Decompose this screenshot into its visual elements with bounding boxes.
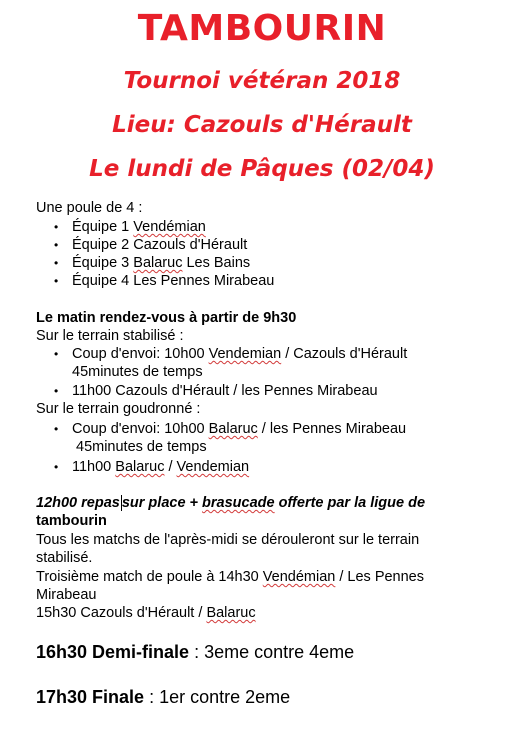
venue-line: Lieu: Cazouls d'Hérault — [112, 112, 412, 138]
team-item: Équipe 1 Vendémian — [72, 219, 206, 235]
final-line: 17h30 Finale : 1er contre 2eme — [36, 687, 291, 707]
bullet-icon: • — [54, 220, 59, 234]
bullet-icon: • — [54, 274, 59, 288]
match-item: Coup d'envoi: 10h00 Balaruc / les Pennes Mirabeau — [72, 421, 407, 437]
lunch-line-2: tambourin — [36, 513, 107, 529]
afternoon-text: stabilisé. — [36, 550, 93, 566]
match-duration: 45minutes de temps — [72, 364, 203, 380]
team-item: Équipe 4 Les Pennes Mirabeau — [72, 273, 275, 289]
tournament-subtitle: Tournoi vétéran 2018 — [123, 68, 401, 94]
team-item: Équipe 2 Cazouls d'Hérault — [72, 237, 248, 253]
bullet-icon: • — [54, 256, 59, 270]
terrain-stabilise-label: Sur le terrain stabilisé : — [36, 328, 184, 344]
semi-final-line: 16h30 Demi-finale : 3eme contre 4eme — [36, 642, 355, 662]
match-item: 11h00 Cazouls d'Hérault / les Pennes Mirabeau — [72, 383, 378, 399]
bullet-icon: • — [54, 460, 59, 474]
match-duration: 45minutes de temps — [76, 439, 207, 455]
afternoon-text: Tous les matchs de l'après-midi se dérouleront sur le terrain — [36, 532, 420, 548]
terrain-goudronne-label: Sur le terrain goudronné : — [36, 401, 201, 417]
lunch-line: 12h00 repas sur place + brasucade offerte par la ligue de — [36, 495, 426, 511]
match-item: 11h00 Balaruc / Vendemian — [72, 459, 250, 475]
bullet-icon: • — [54, 384, 59, 398]
morning-heading: Le matin rendez-vous à partir de 9h30 — [36, 310, 297, 326]
team-item: Équipe 3 Balaruc Les Bains — [72, 255, 251, 271]
third-match-line: Troisième match de poule à 14h30 Vendémian / Les Pennes — [36, 569, 424, 585]
third-match-line-2: Mirabeau — [36, 587, 97, 603]
bullet-icon: • — [54, 347, 59, 361]
page-title: TAMBOURIN — [137, 8, 387, 49]
match-item: Coup d'envoi: 10h00 Vendemian / Cazouls d'Hérault — [72, 346, 408, 362]
date-line: Le lundi de Pâques (02/04) — [89, 156, 435, 182]
bullet-icon: • — [54, 238, 59, 252]
poule-intro: Une poule de 4 : — [36, 200, 143, 216]
bullet-icon: • — [54, 422, 59, 436]
match-1530-line: 15h30 Cazouls d'Hérault / Balaruc — [36, 605, 256, 621]
